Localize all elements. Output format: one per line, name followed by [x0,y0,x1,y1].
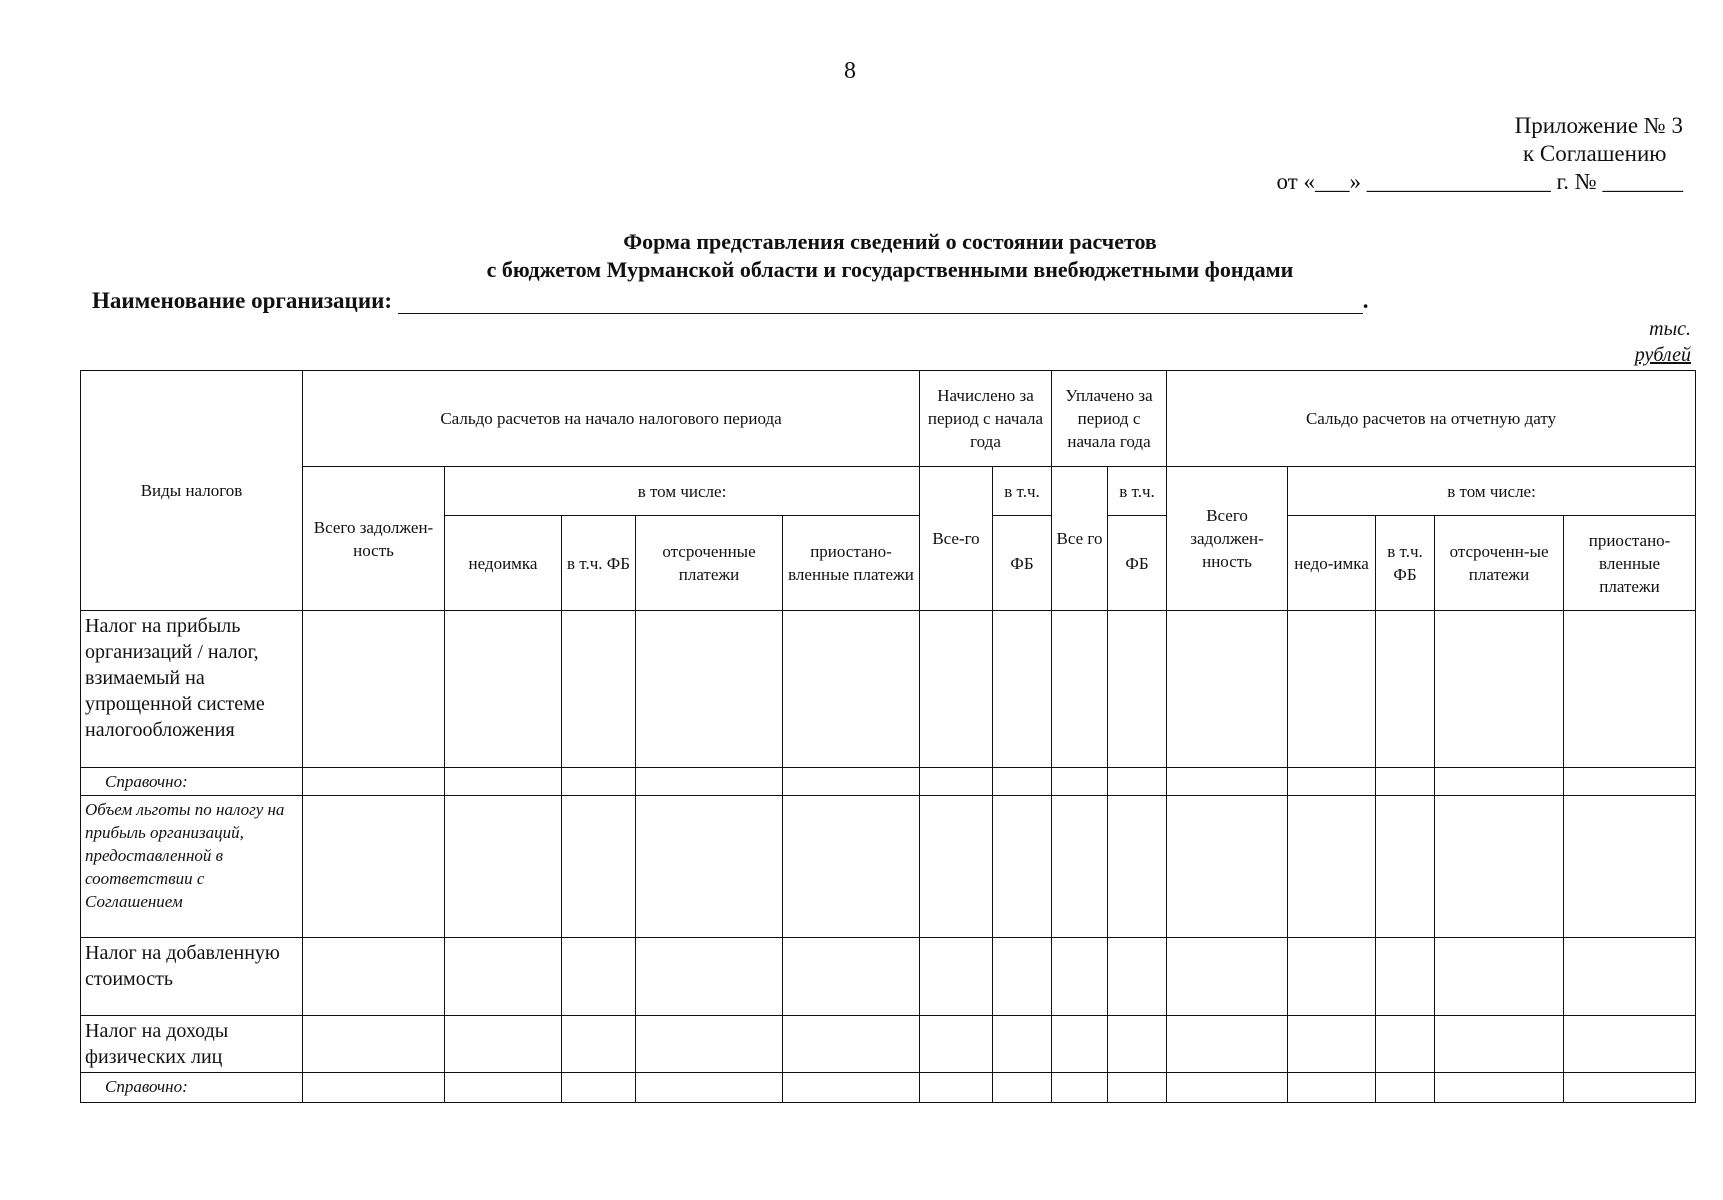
header-tax-types: Виды налогов [81,371,303,611]
table-row [81,768,1696,796]
header-total-debt-report: Всего задолжен-нность [1167,467,1288,611]
value-cell[interactable] [636,611,783,768]
value-cell[interactable] [1376,611,1435,768]
value-cell[interactable] [303,796,445,938]
organization-name-line [92,288,1368,314]
value-cell[interactable] [1564,611,1696,768]
row-label: Налог на добавленную стоимость [81,938,303,1016]
value-cell[interactable] [1376,1016,1435,1073]
header-fb-report: в т.ч. ФБ [1376,516,1435,611]
header-paid-including: в т.ч. [1108,467,1167,516]
value-cell[interactable] [562,768,636,796]
value-cell[interactable] [303,1016,445,1073]
table-row [81,938,1696,1016]
value-cell[interactable] [1052,1016,1108,1073]
value-cell[interactable] [1288,768,1376,796]
value-cell[interactable] [1167,1073,1288,1103]
header-deferred-report: отсроченн-ые платежи [1435,516,1564,611]
value-cell[interactable] [445,611,562,768]
table-row [81,611,1696,768]
table-body [81,611,1696,1103]
value-cell[interactable] [303,938,445,1016]
value-cell[interactable] [920,1073,993,1103]
value-cell[interactable] [783,1073,920,1103]
header-accrued: Начислено за период с начала года [920,371,1052,467]
value-cell[interactable] [562,611,636,768]
header-accrued-fb: ФБ [993,516,1052,611]
value-cell[interactable] [993,1016,1052,1073]
value-cell[interactable] [920,938,993,1016]
value-cell[interactable] [1564,1016,1696,1073]
table-row [81,1073,1696,1103]
units-line-1: тыс. [1649,318,1691,340]
value-cell[interactable] [303,611,445,768]
appendix-agreement: к Соглашению [1523,141,1667,166]
value-cell[interactable] [1288,611,1376,768]
value-cell[interactable] [1435,938,1564,1016]
value-cell[interactable] [1435,1016,1564,1073]
value-cell[interactable] [1376,768,1435,796]
value-cell[interactable] [783,1016,920,1073]
value-cell[interactable] [303,768,445,796]
value-cell[interactable] [636,1016,783,1073]
table-row [81,796,1696,938]
value-cell[interactable] [1376,1073,1435,1103]
value-cell[interactable] [636,768,783,796]
row-label: Объем льготы по налогу на прибыль организаций, предоставленной в соответствии с Соглашением [81,796,303,938]
header-fb-start: в т.ч. ФБ [562,516,636,611]
value-cell[interactable] [1288,796,1376,938]
value-cell[interactable] [993,1073,1052,1103]
value-cell[interactable] [783,796,920,938]
value-cell[interactable] [636,796,783,938]
organization-name-end: . [1362,288,1369,313]
value-cell[interactable] [1564,796,1696,938]
row-label: Справочно: [81,768,303,796]
row-label: Налог на прибыль организаций / налог, взимаемый на упрощенной системе налогообложения [81,611,303,768]
settlements-table [80,370,1696,1103]
value-cell[interactable] [1108,796,1167,938]
value-cell[interactable] [783,768,920,796]
units-note [1635,316,1691,368]
value-cell[interactable] [783,611,920,768]
value-cell[interactable] [1052,938,1108,1016]
value-cell[interactable] [993,938,1052,1016]
value-cell[interactable] [920,768,993,796]
header-accrued-total: Все-го [920,467,993,611]
header-paid-total: Все го [1052,467,1108,611]
header-paid: Уплачено за период с начала года [1052,371,1167,467]
value-cell[interactable] [1435,611,1564,768]
row-label: Налог на доходы физических лиц [81,1016,303,1073]
header-deferred-start: отсроченные платежи [636,516,783,611]
form-title [0,228,1723,284]
value-cell[interactable] [1435,768,1564,796]
form-title-line-2: с бюджетом Мурманской области и государственными внебюджетными фондами [486,257,1294,282]
value-cell[interactable] [920,796,993,938]
value-cell[interactable] [1435,796,1564,938]
value-cell[interactable] [1288,1016,1376,1073]
value-cell[interactable] [1564,938,1696,1016]
value-cell[interactable] [1052,611,1108,768]
value-cell[interactable] [993,611,1052,768]
value-cell[interactable] [562,1073,636,1103]
value-cell[interactable] [1108,768,1167,796]
value-cell[interactable] [1108,938,1167,1016]
value-cell[interactable] [1288,1073,1376,1103]
header-saldo-start: Сальдо расчетов на начало налогового периода [303,371,920,467]
value-cell[interactable] [562,938,636,1016]
value-cell[interactable] [636,938,783,1016]
value-cell[interactable] [1167,1016,1288,1073]
value-cell[interactable] [1052,1073,1108,1103]
table-row [81,1016,1696,1073]
value-cell[interactable] [1108,611,1167,768]
value-cell[interactable] [1108,1073,1167,1103]
value-cell[interactable] [1167,768,1288,796]
value-cell[interactable] [445,1016,562,1073]
header-arrears-report: недо-имка [1288,516,1376,611]
header-suspended-report: приостано-вленные платежи [1564,516,1696,611]
value-cell[interactable] [993,768,1052,796]
value-cell[interactable] [445,938,562,1016]
value-cell[interactable] [1167,611,1288,768]
form-title-line-1: Форма представления сведений о состоянии расчетов [623,229,1157,254]
page-number: 8 [844,58,856,84]
value-cell[interactable] [445,768,562,796]
row-label: Справочно: [81,1073,303,1103]
header-saldo-report: Сальдо расчетов на отчетную дату [1167,371,1696,467]
value-cell[interactable] [303,1073,445,1103]
value-cell[interactable] [1564,768,1696,796]
value-cell[interactable] [1052,768,1108,796]
organization-name-label: Наименование организации: [92,288,392,313]
value-cell[interactable] [783,938,920,1016]
value-cell[interactable] [1376,796,1435,938]
header-arrears-start: недоимка [445,516,562,611]
header-paid-fb: ФБ [1108,516,1167,611]
value-cell[interactable] [562,1016,636,1073]
value-cell[interactable] [1052,796,1108,938]
appendix-date-number: от «___» ________________ г. № _______ [1276,169,1683,194]
value-cell[interactable] [636,1073,783,1103]
appendix-block [1163,112,1683,196]
value-cell[interactable] [1288,938,1376,1016]
table-header [81,371,1696,611]
header-including-start: в том числе: [445,467,920,516]
value-cell[interactable] [1435,1073,1564,1103]
value-cell[interactable] [445,796,562,938]
value-cell[interactable] [920,611,993,768]
value-cell[interactable] [562,796,636,938]
value-cell[interactable] [1376,938,1435,1016]
value-cell[interactable] [993,796,1052,938]
value-cell[interactable] [445,1073,562,1103]
units-line-2: рублей [1634,344,1691,366]
value-cell[interactable] [920,1016,993,1073]
value-cell[interactable] [1108,1016,1167,1073]
organization-name-field[interactable] [398,291,1363,314]
appendix-title: Приложение № 3 [1514,113,1683,138]
header-including-report: в том числе: [1288,467,1696,516]
value-cell[interactable] [1564,1073,1696,1103]
header-suspended-start: приостано-вленные платежи [783,516,920,611]
value-cell[interactable] [1167,938,1288,1016]
value-cell[interactable] [1167,796,1288,938]
header-total-debt-start: Всего задолжен-ность [303,467,445,611]
header-accrued-including: в т.ч. [993,467,1052,516]
